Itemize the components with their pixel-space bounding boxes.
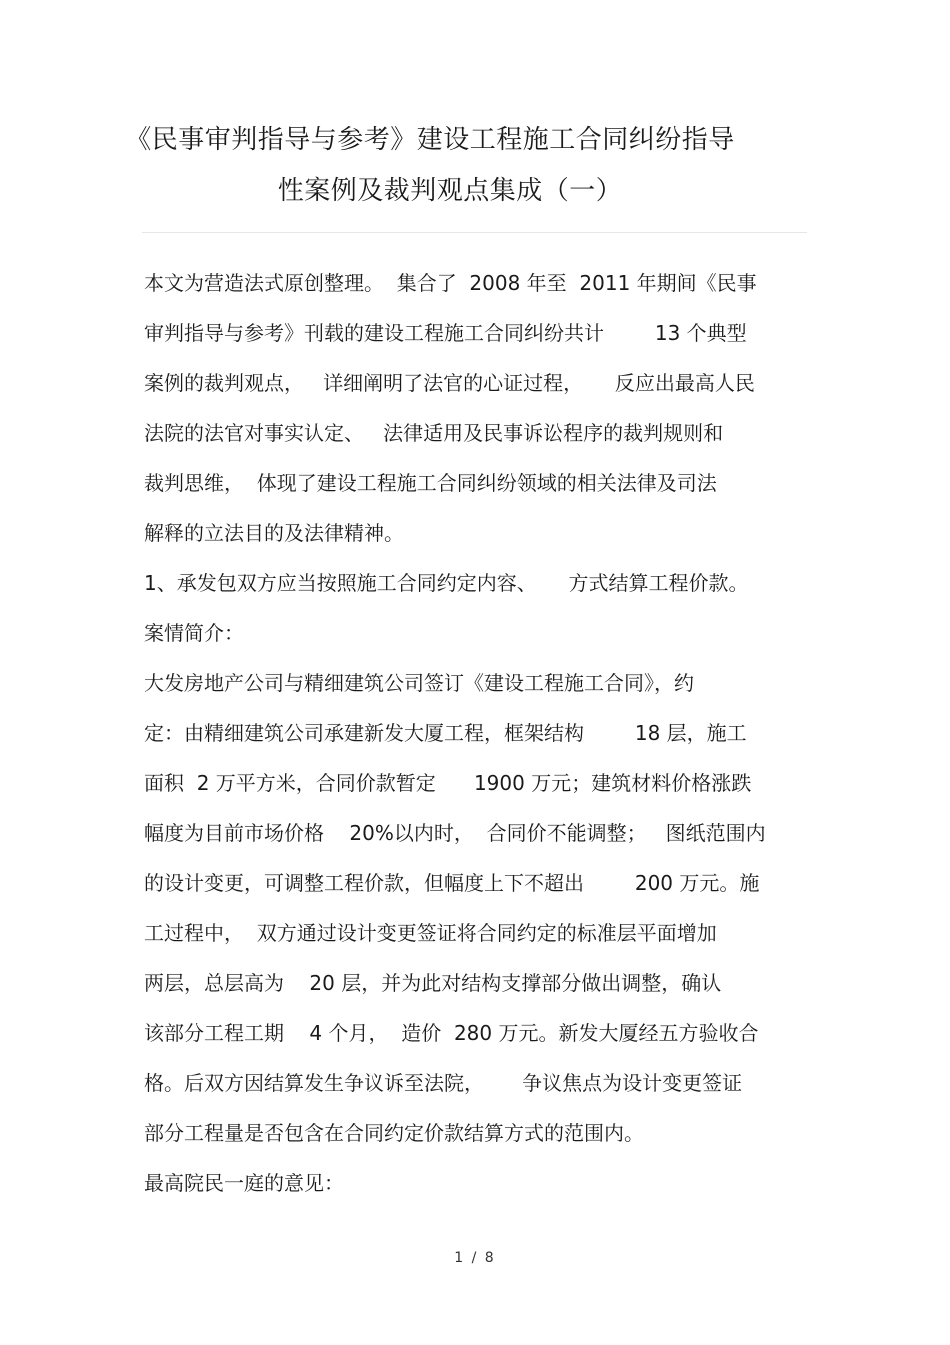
page-indicator: 1 / 8 [454,1250,496,1266]
body-line: 面积 2 万平方米，合同价款暂定 1900 万元；建筑材料价格涨跌 [144,771,752,795]
document-title-line-1: 《民事审判指导与参考》建设工程施工合同纠纷指导 [125,125,735,155]
body-line: 最高院民一庭的意见： [144,1171,344,1195]
body-line: 1、承发包双方应当按照施工合同约定内容、 方式结算工程价款。 [144,571,749,595]
body-line: 定：由精细建筑公司承建新发大厦工程，框架结构 18 层，施工 [144,721,747,745]
body-line: 解释的立法目的及法律精神。 [144,521,404,545]
body-line: 该部分工程工期 4 个月， 造价 280 万元。新发大厦经五方验收合 [144,1021,759,1045]
body-line: 审判指导与参考》刊载的建设工程施工合同纠纷共计 13 个典型 [144,321,747,345]
body-line: 大发房地产公司与精细建筑公司签订《建设工程施工合同》，约 [144,671,694,695]
body-line: 法院的法官对事实认定、 法律适用及民事诉讼程序的裁判规则和 [144,421,724,445]
body-line: 两层，总层高为 20 层，并为此对结构支撑部分做出调整，确认 [144,971,722,995]
title-divider [142,232,807,233]
body-line: 工过程中， 双方通过设计变更签证将合同约定的标准层平面增加 [144,921,717,945]
body-line: 裁判思维， 体现了建设工程施工合同纠纷领域的相关法律及司法 [144,471,717,495]
body-line: 案例的裁判观点， 详细阐明了法官的心证过程， 反应出最高人民 [144,371,755,395]
body-line: 格。后双方因结算发生争议诉至法院， 争议焦点为设计变更签证 [144,1071,743,1095]
document-body [144,258,824,1208]
body-line: 案情简介： [144,621,244,645]
body-line: 的设计变更，可调整工程价款，但幅度上下不超出 200 万元。施 [144,871,760,895]
body-line: 幅度为目前市场价格 20%以内时， 合同价不能调整； 图纸范围内 [144,821,766,845]
body-line: 部分工程量是否包含在合同约定价款结算方式的范围内。 [144,1121,644,1145]
body-line: 本文为营造法式原创整理。 集合了 2008 年至 2011 年期间《民事 [144,271,757,295]
document-title-line-2: 性案例及裁判观点集成（一） [277,176,623,206]
